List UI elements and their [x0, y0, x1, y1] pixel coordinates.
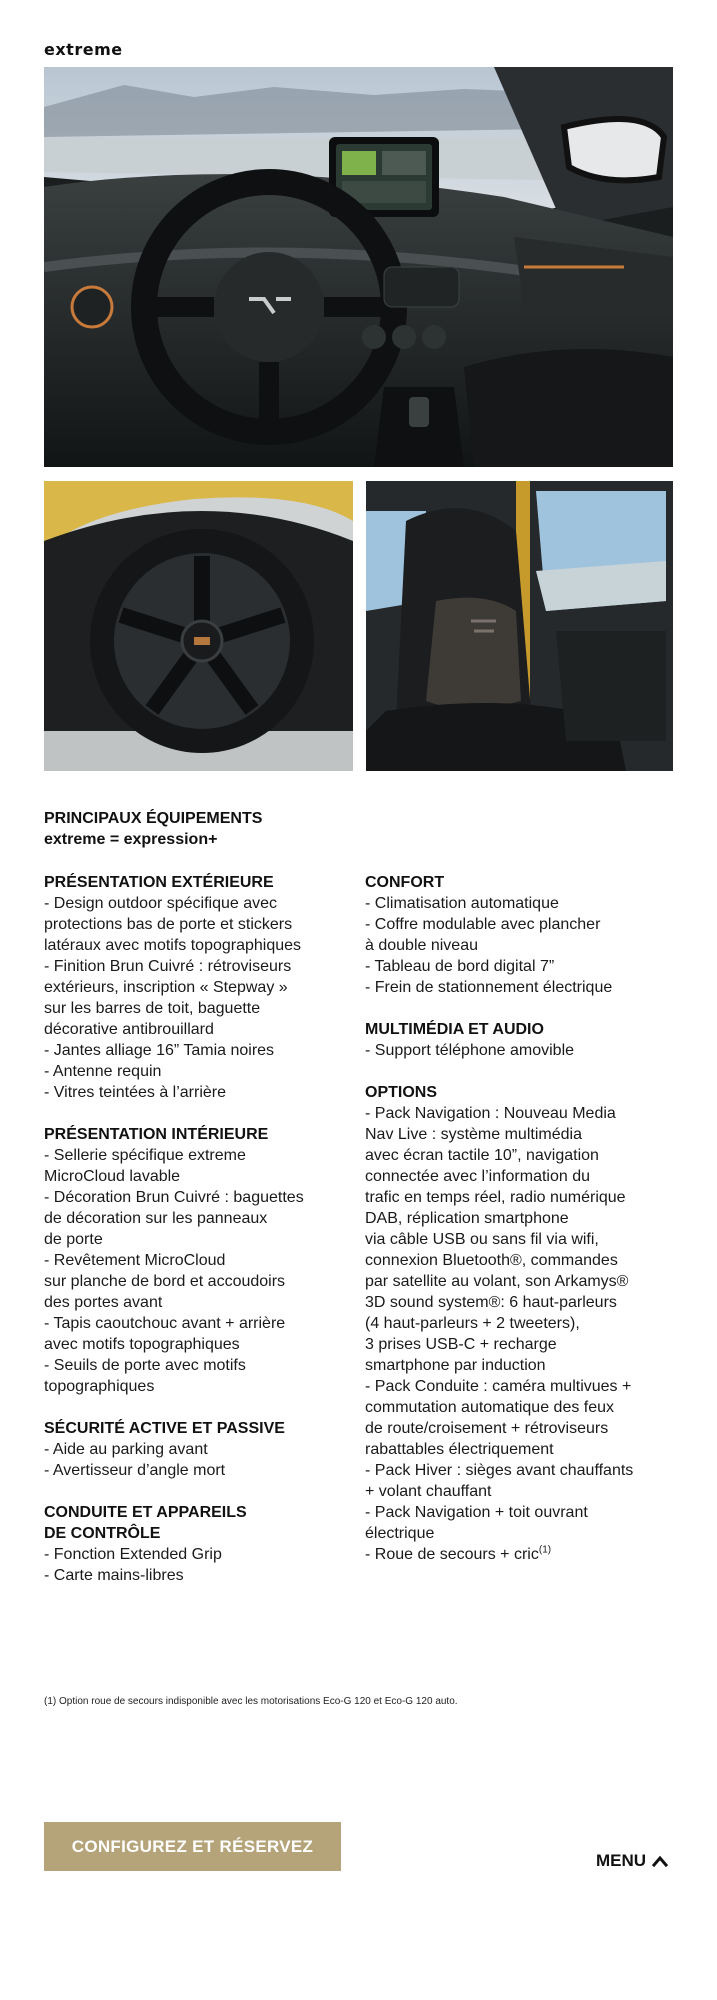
list-item: - Design outdoor spécifique avec protections bas de porte et stickers latéraux avec motifs topographiques [44, 895, 302, 954]
list-item: - Décoration Brun Cuivré : baguettes de décoration sur les panneaux de porte [44, 1189, 304, 1248]
wheel-rim-photo [44, 481, 353, 771]
list-item: - Seuils de porte avec motifs topographiques [44, 1357, 246, 1395]
list-item: - Tapis caoutchouc avant + arrière avec motifs topographiques [44, 1315, 286, 1353]
section-title: PRÉSENTATION EXTÉRIEURE [44, 874, 274, 891]
list-item: - Antenne requin [44, 1063, 162, 1080]
left-equipment-column [44, 872, 354, 1607]
chevron-up-icon [652, 1855, 668, 1867]
section-safety [44, 1418, 354, 1481]
right-equipment-column [365, 872, 685, 1586]
list-item: - Pack Hiver : sièges avant chauffants + volant chauffant [365, 1462, 634, 1500]
section-driving [44, 1502, 354, 1586]
list-item: - Sellerie spécifique extreme MicroCloud lavable [44, 1147, 246, 1185]
section-options [365, 1082, 685, 1565]
list-item: - Support téléphone amovible [365, 1042, 575, 1059]
list-item: - Revêtement MicroCloud sur planche de bord et accoudoirs des portes avant [44, 1252, 286, 1311]
section-multimedia [365, 1019, 685, 1061]
list-item: - Coffre modulable avec plancher à double niveau [365, 916, 601, 954]
equipment-intro [44, 808, 262, 850]
equipment-subheading: extreme = expression+ [44, 831, 218, 848]
section-title: MULTIMÉDIA ET AUDIO [365, 1021, 544, 1038]
list-item: - Climatisation automatique [365, 895, 559, 912]
list-item: - Tableau de bord digital 7” [365, 958, 555, 975]
list-item: - Pack Navigation : Nouveau Media Nav Live : système multimédia avec écran tactile 10”, navigation connectée avec l’information du trafic en temps réel, radio numérique DAB, réplication smartphone via câble USB ou sans fil via wifi, connexion Bluetooth®, commandes par satellite au volant, son Arkamys® 3D sound system®: 6 haut-parleurs (4 haut-parleurs + 2 tweeters), 3 prises USB-C + recharge smartphone par induction [365, 1105, 629, 1374]
section-title: SÉCURITÉ ACTIVE ET PASSIVE [44, 1420, 285, 1437]
section-title: CONDUITE ET APPAREILS DE CONTRÔLE [44, 1504, 247, 1542]
equipment-heading: PRINCIPAUX ÉQUIPEMENTS [44, 810, 263, 827]
section-exterior [44, 872, 354, 1103]
footnote: (1) Option roue de secours indisponible avec les motorisations Eco-G 120 et Eco-G 120 auto. [44, 1696, 458, 1707]
section-comfort [365, 872, 685, 998]
list-item: - Carte mains-libres [44, 1567, 184, 1584]
menu-button[interactable] [596, 1851, 668, 1871]
list-item: - Pack Navigation + toit ouvrant électrique [365, 1504, 588, 1542]
section-interior [44, 1124, 354, 1397]
section-title: PRÉSENTATION INTÉRIEURE [44, 1126, 269, 1143]
front-seat-photo [366, 481, 673, 771]
list-item [365, 1544, 685, 1565]
configure-reserve-button[interactable]: CONFIGUREZ ET RÉSERVEZ [44, 1822, 341, 1871]
section-title: CONFORT [365, 874, 445, 891]
list-item: - Aide au parking avant [44, 1441, 208, 1458]
list-item: - Pack Conduite : caméra multivues + commutation automatique des feux de route/croisement + rétroviseurs rabattables électriquement [365, 1378, 632, 1458]
section-title: OPTIONS [365, 1084, 438, 1101]
list-item: - Fonction Extended Grip [44, 1546, 222, 1563]
list-item: - Frein de stationnement électrique [365, 979, 613, 996]
brand-title: extreme [44, 40, 123, 59]
list-item: - Finition Brun Cuivré : rétroviseurs extérieurs, inscription « Stepway » sur les barres de toit, baguette décorative antibrouillard [44, 958, 292, 1038]
list-item: - Avertisseur d’angle mort [44, 1462, 226, 1479]
list-item: - Jantes alliage 16” Tamia noires [44, 1042, 275, 1059]
list-item: - Vitres teintées à l’arrière [44, 1084, 226, 1101]
menu-label: MENU [596, 1851, 647, 1870]
spare-wheel-item: - Roue de secours + cric [365, 1546, 539, 1563]
interior-dashboard-photo [44, 67, 673, 467]
footnote-ref: (1) [538, 1544, 552, 1556]
